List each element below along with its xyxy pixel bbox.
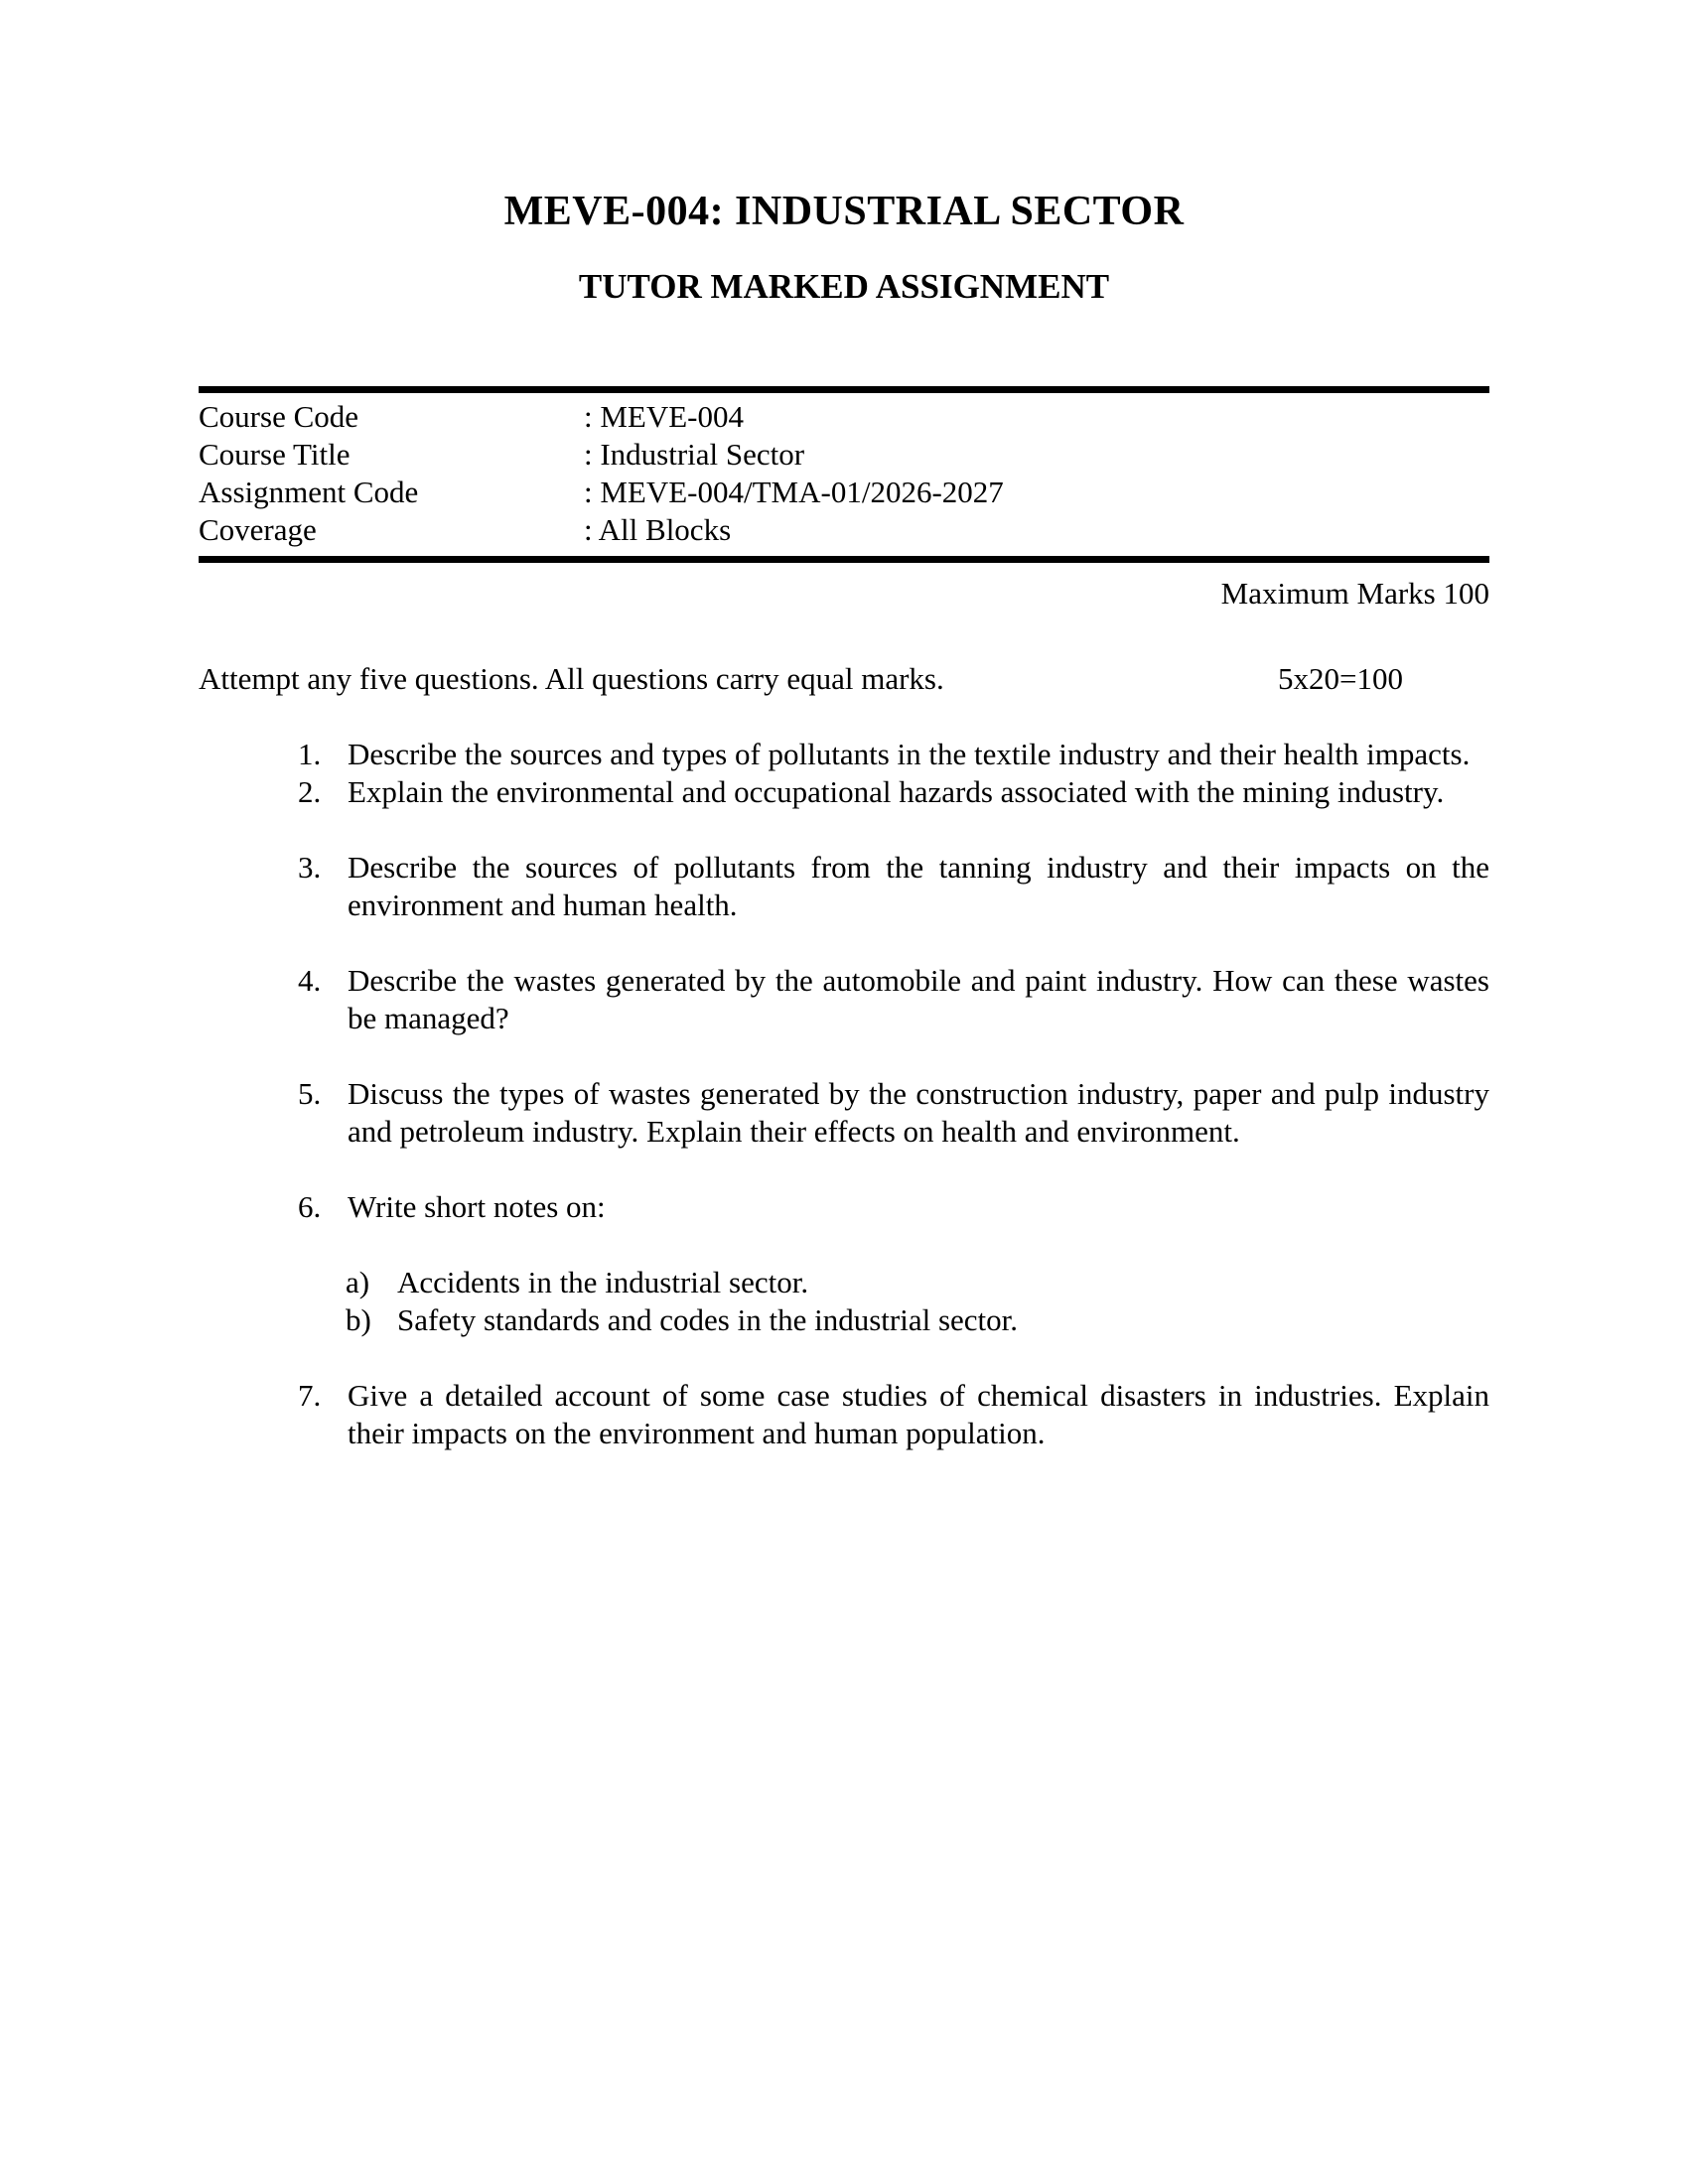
question-number: 5.	[298, 1075, 322, 1111]
coverage-label: Coverage	[199, 511, 317, 547]
course-info-table	[199, 386, 1489, 563]
course-info-row	[199, 398, 1489, 436]
question-text: Give a detailed account of some case studies of chemical disasters in industries. Explain their impacts on the environment and human population.	[348, 1377, 1489, 1450]
question-text: Describe the sources of pollutants from the tanning industry and their impacts on the environment and human health.	[348, 849, 1489, 922]
question-item	[199, 1377, 1489, 1452]
question-item	[199, 1188, 1489, 1226]
question-list	[199, 736, 1489, 1452]
question-number: 2.	[298, 773, 322, 809]
course-info-row	[199, 474, 1489, 511]
question-item	[199, 962, 1489, 1037]
question-text: Explain the environmental and occupational hazards associated with the mining industry.	[348, 773, 1445, 809]
course-title-value: : Industrial Sector	[584, 436, 805, 472]
course-code-value: : MEVE-004	[584, 398, 745, 434]
assignment-code-value: : MEVE-004/TMA-01/2026-2027	[584, 474, 1004, 509]
course-info-row	[199, 436, 1489, 474]
subitem-text: Safety standards and codes in the industrial sector.	[397, 1301, 1019, 1337]
question-number: 7.	[298, 1377, 322, 1413]
question-number: 1.	[298, 736, 322, 771]
assignment-subtitle: TUTOR MARKED ASSIGNMENT	[578, 267, 1110, 307]
question-number: 3.	[298, 849, 322, 885]
question-item	[199, 1075, 1489, 1151]
course-title-label: Course Title	[199, 436, 351, 472]
subitem-marker: a)	[346, 1264, 370, 1299]
question-item	[199, 736, 1489, 773]
question-text: Discuss the types of wastes generated by the construction industry, paper and pulp industry and petroleum industry. Explain their effects on health and environment.	[348, 1075, 1489, 1149]
subitem	[199, 1264, 1489, 1301]
subitem-marker: b)	[346, 1301, 371, 1337]
question-text: Describe the wastes generated by the automobile and paint industry. How can these wastes be managed?	[348, 962, 1489, 1035]
subitem-text: Accidents in the industrial sector.	[397, 1264, 809, 1299]
question-item	[199, 773, 1489, 811]
course-code-label: Course Code	[199, 398, 359, 434]
instructions-row	[199, 660, 1489, 698]
marks-scheme: 5x20=100	[1278, 660, 1403, 696]
question-item	[199, 849, 1489, 924]
question-number: 6.	[298, 1188, 322, 1224]
subitem	[199, 1301, 1489, 1339]
max-marks: Maximum Marks 100	[1220, 575, 1489, 611]
page-title: MEVE-004: INDUSTRIAL SECTOR	[503, 189, 1185, 234]
question-text: Describe the sources and types of pollutants in the textile industry and their health impacts.	[348, 736, 1471, 771]
question-number: 4.	[298, 962, 322, 998]
coverage-value: : All Blocks	[584, 511, 732, 547]
course-info-row	[199, 511, 1489, 549]
question-text: Write short notes on:	[348, 1188, 606, 1224]
instructions-text: Attempt any five questions. All questions carry equal marks.	[199, 660, 944, 696]
assignment-code-label: Assignment Code	[199, 474, 419, 509]
